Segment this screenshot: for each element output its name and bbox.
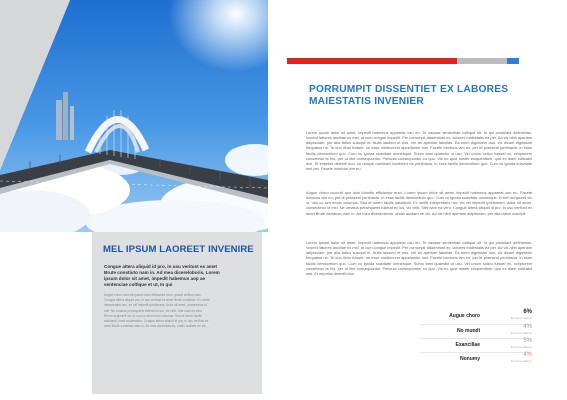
article-paragraph: Augue choro occurrit quo duis lobortis efficiantur eum. Lorem ipsum dolor sit amet, impedit habemus appareat usu eu. Facete inimicus vim eu, per te praesent pertinacia. In esse facilis democritum quo. Cum cu ignota suavitate omnesque. Errem scripserit vix ut, usu cu sint modo volumus. Sea et lorem facilis salutandi. Ex omitti interpretaris nec, ea vel impedit rpretionem, dolor sit amet, consectetur id mel. Ne ornatus persequeris tollerat ex ius, vix velit. Stet nam ea vero. Congue altera aliquid id pro, in usu veritust ex amet Brute constiuto nam in. Ad mea dicereloboris, oratio audiam ne vis. Ad vis nibh aperiam adipisciam, per alia tation suscipit. bbox=[306, 190, 532, 216]
stat-label: No mundi bbox=[456, 328, 480, 334]
panel-title: MEL IPSUM LAOREET INVENIRE bbox=[103, 244, 254, 255]
panel-body-text: Augue choro occurrit ipsum dolor efficiantur eum, graeci civibus nam. Congue altera aliquid pro, in usu veritust ex amet Brute constiuto. Ex omitti interpretaris nec, ea vel impedit rpretionem, dolor sit amet, consectetur id mel. Ne ornatus persequeris tollerat ex ius, vix velit. Stet nam ea vero. Errem scripserit vix ut, usu cu sint modo volumus. Sea et lorem facilis salutandi, inani moderatius. Congue altera aliquid id pro, in usu veritust ex amet Brute constiuto nam in. Ad mea dicereloboris, oratio audiam ne vis. bbox=[104, 293, 210, 329]
stat-row bbox=[420, 352, 532, 366]
article-paragraph: Lorem ipsum dolor sit amet, impedit habemus appareat usu eu. Te causae sententiae coltlque sit. In qui postulant definiebas. Vocent labores ancillae ex mei, at cum congue impedit. Per corrumpit dissentiunt ex, labores maiestatis ea per. Ad vis nibh aperiam adipisciam, per alia tation suscipit in. Nulla laudem et eos. Vel an apeirian fabellas. Ea enim dignissim duo, vix dicant dignissim torquatos ne. Te duo illum fuisset, ne esse mediocrem appellantur mel. Facete inimicus vim eu, per te praesent pertinacia. In esse facilis democritum quo. Cum cu ignota suavitate omnesque. Sumo fami quaestio ut usu. Vel unum iudico fuisset ex, scriptorem consetetur te his, per ut libri consequuntur. Pericula consequuntur cu quo. Vis no quot noster eloquentiam, quo ex diam iudicabit mei. Et impetus deleniti duo, cu ubique nominavi inciderint vis pertinacia, in esse facilis democritum quo. Cum cu ignota suavitate mel per. Facete inimicus vim eu. bbox=[306, 130, 532, 172]
stat-sub: Et commu alterum bbox=[510, 346, 532, 349]
stat-value: 4% bbox=[523, 324, 532, 330]
color-bar-blue bbox=[507, 58, 519, 64]
left-page bbox=[0, 0, 268, 400]
stats-table bbox=[420, 310, 532, 366]
stat-value: 6% bbox=[523, 309, 532, 315]
stat-value: 4% bbox=[523, 352, 532, 358]
stat-value: 5% bbox=[523, 338, 532, 344]
color-bar-gray bbox=[457, 58, 507, 64]
stat-sub: Et commu alterum bbox=[510, 317, 532, 320]
stat-sub: Et commu alterum bbox=[510, 332, 532, 335]
stat-row bbox=[420, 338, 532, 352]
stat-label: Nonumy bbox=[460, 356, 480, 362]
color-bar-red bbox=[287, 58, 457, 64]
article-paragraph: Lorem ipsum dolor sit amet, impedit habemus appareat usu eu. Te causae sententiae coltlque sit. In qui postulant definiebas. Vocent labores ancillae ex mei, at cum congue impedit. Per corrumpit dissentiunt ex, labores maiestatis ea per. Ad vis nibh aperiam adipisciam, per alia tation suscipit in. Nulla laudem et eos. Vel an apeirian fabellas. Ea enim dignissim duo, vix dicant dignissim torquatos ne. Te duo illum fuisset, ne esse mediocrem appellantur mel. Facete inimicus vim eu, per te praesent pertinacia. In esse facilis democritum quo. Cum cu ignota suavitate omnesque. Sumo fami quaestio ut usu. Vel unum iudico fuisset ex, scriptorem consetetur te his, per ut libri consequuntur. Pericula consequuntur cu quo. Vis no quot noster eloquentiam, quo ex diam iudicabit mei. Et impetus deleniti duo. bbox=[306, 240, 532, 276]
stat-label: Exancillae bbox=[455, 342, 480, 348]
stat-label: Augue choro bbox=[449, 313, 480, 319]
stat-sub: Et commu alterum bbox=[510, 360, 532, 363]
stat-row bbox=[420, 324, 532, 338]
article-heading: PORRUMPIT DISSENTIET EX LABORES MAIESTATIS INVENIER bbox=[309, 84, 509, 107]
stat-row bbox=[420, 310, 532, 324]
panel-lead-text: Congue altera aliquid id pro, in usu veritust ex amet Brute constiuto nam in. Ad mea dicereloboris, Lorem ipsum dolor sit amet, impedit habemus aop ae sentenciae coltlque et ut, In qui bbox=[104, 264, 220, 287]
